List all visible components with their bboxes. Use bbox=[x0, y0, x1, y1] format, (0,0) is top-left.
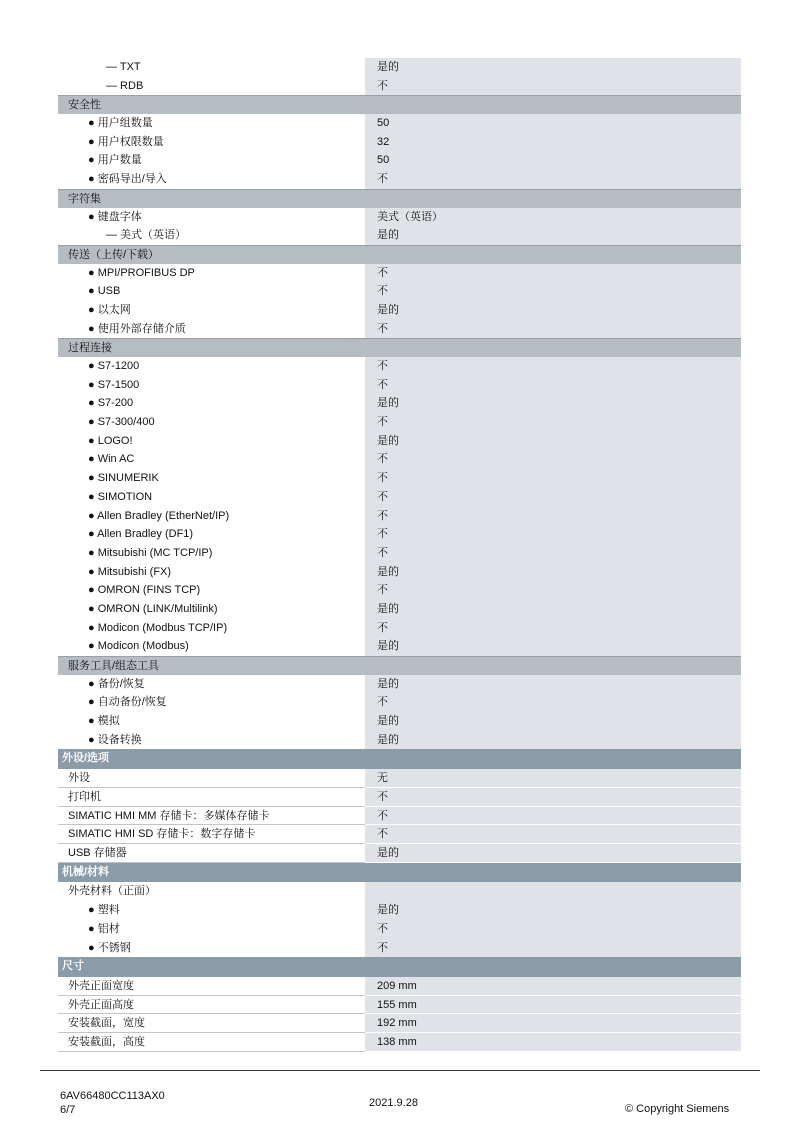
spec-label: ● Win AC bbox=[88, 453, 135, 466]
spec-value: 不 bbox=[365, 469, 741, 488]
spec-row bbox=[58, 413, 741, 432]
spec-value: 是的 bbox=[365, 394, 741, 413]
spec-value: 不 bbox=[365, 807, 741, 826]
copyright: © Copyright Siemens bbox=[625, 1103, 730, 1115]
spec-value: 是的 bbox=[365, 844, 741, 863]
spec-value: 不 bbox=[365, 544, 741, 563]
spec-row bbox=[58, 882, 741, 901]
footer-divider bbox=[40, 1070, 760, 1071]
spec-label: ● 设备转换 bbox=[88, 733, 142, 746]
spec-row bbox=[58, 637, 741, 656]
spec-label: ● OMRON (FINS TCP) bbox=[88, 584, 201, 597]
spec-value: 50 bbox=[365, 114, 741, 133]
spec-value: 不 bbox=[365, 320, 741, 339]
spec-label: — 美式（英语） bbox=[106, 229, 187, 242]
spec-row bbox=[58, 600, 741, 619]
spec-label: 打印机 bbox=[58, 788, 365, 807]
spec-row bbox=[58, 712, 741, 731]
spec-label: SIMATIC HMI SD 存储卡：数字存储卡 bbox=[58, 825, 365, 844]
spec-label: ● 用户数量 bbox=[88, 154, 142, 167]
spec-value: 138 mm bbox=[365, 1033, 741, 1052]
spec-row bbox=[58, 77, 741, 96]
spec-row bbox=[58, 581, 741, 600]
spec-row bbox=[58, 282, 741, 301]
spec-row bbox=[58, 114, 741, 133]
spec-label: ● Modicon (Modbus TCP/IP) bbox=[88, 621, 228, 634]
spec-label: ● 塑料 bbox=[88, 904, 120, 917]
spec-row bbox=[58, 769, 741, 788]
spec-label: ● Mitsubishi (FX) bbox=[88, 565, 172, 578]
spec-label: 外壳材料（正面） bbox=[68, 885, 156, 898]
spec-label: ● 备份/恢复 bbox=[88, 677, 145, 690]
spec-row bbox=[58, 432, 741, 451]
spec-row bbox=[58, 844, 741, 863]
spec-label: 外壳正面高度 bbox=[58, 996, 365, 1015]
spec-value: 是的 bbox=[365, 731, 741, 750]
spec-label: ● 密码导出/导入 bbox=[88, 173, 167, 186]
spec-row bbox=[58, 507, 741, 526]
spec-table bbox=[58, 58, 741, 1052]
spec-label: 外设 bbox=[58, 769, 365, 788]
spec-label: ● 铝材 bbox=[88, 922, 120, 935]
spec-label: ● USB bbox=[88, 285, 121, 298]
spec-label: ● S7-1500 bbox=[88, 378, 140, 391]
spec-label: ● MPI/PROFIBUS DP bbox=[88, 266, 195, 279]
spec-row bbox=[58, 939, 741, 958]
spec-value: 是的 bbox=[365, 675, 741, 694]
spec-value: 是的 bbox=[365, 301, 741, 320]
spec-label: ● S7-1200 bbox=[88, 360, 140, 372]
spec-value: 50 bbox=[365, 151, 741, 170]
spec-label: USB 存储器 bbox=[58, 844, 365, 863]
spec-value: 不 bbox=[365, 357, 741, 376]
spec-value: 不 bbox=[365, 920, 741, 939]
spec-row bbox=[58, 525, 741, 544]
spec-row bbox=[58, 133, 741, 152]
spec-value bbox=[365, 882, 741, 901]
spec-row bbox=[58, 170, 741, 189]
section-header: 字符集 bbox=[58, 189, 741, 208]
spec-row bbox=[58, 450, 741, 469]
spec-label: ● 自动备份/恢复 bbox=[88, 696, 167, 709]
spec-value: 是的 bbox=[365, 712, 741, 731]
spec-row bbox=[58, 394, 741, 413]
section-header: 过程连接 bbox=[58, 338, 741, 357]
spec-row bbox=[58, 226, 741, 245]
spec-value: 是的 bbox=[365, 600, 741, 619]
spec-row bbox=[58, 996, 741, 1015]
spec-value: 是的 bbox=[365, 901, 741, 920]
spec-label: ● S7-200 bbox=[88, 397, 134, 410]
spec-row bbox=[58, 920, 741, 939]
spec-value: 不 bbox=[365, 939, 741, 958]
spec-label: ● SINUMERIK bbox=[88, 472, 159, 485]
spec-label: ● Allen Bradley (DF1) bbox=[88, 528, 194, 541]
spec-row bbox=[58, 901, 741, 920]
spec-label: ● 用户组数量 bbox=[88, 117, 153, 130]
spec-label: — RDB bbox=[106, 79, 144, 92]
spec-label: — TXT bbox=[106, 61, 141, 73]
spec-value: 不 bbox=[365, 825, 741, 844]
spec-row bbox=[58, 1014, 741, 1033]
spec-value: 不 bbox=[365, 788, 741, 807]
spec-value: 不 bbox=[365, 525, 741, 544]
spec-value: 不 bbox=[365, 693, 741, 712]
spec-row bbox=[58, 208, 741, 227]
spec-row bbox=[58, 320, 741, 339]
spec-value: 32 bbox=[365, 133, 741, 152]
spec-value: 不 bbox=[365, 77, 741, 96]
spec-label: 外壳正面宽度 bbox=[58, 977, 365, 996]
spec-value: 不 bbox=[365, 507, 741, 526]
spec-label: SIMATIC HMI MM 存储卡：多媒体存储卡 bbox=[58, 807, 365, 826]
spec-value: 是的 bbox=[365, 58, 741, 77]
spec-label: ● Mitsubishi (MC TCP/IP) bbox=[88, 546, 213, 559]
spec-row bbox=[58, 488, 741, 507]
spec-value: 美式（英语） bbox=[365, 208, 741, 227]
spec-row bbox=[58, 357, 741, 376]
spec-label: ● OMRON (LINK/Multilink) bbox=[88, 602, 218, 615]
spec-value: 是的 bbox=[365, 563, 741, 582]
page-number: 6/7 bbox=[60, 1104, 76, 1116]
order-number: 6AV66480CC113AX0 bbox=[60, 1090, 165, 1102]
spec-label: ● LOGO! bbox=[88, 434, 133, 447]
spec-row bbox=[58, 544, 741, 563]
spec-row bbox=[58, 301, 741, 320]
spec-value: 不 bbox=[365, 376, 741, 395]
section-header: 服务工具/组态工具 bbox=[58, 656, 741, 675]
spec-row bbox=[58, 376, 741, 395]
spec-value: 155 mm bbox=[365, 996, 741, 1015]
spec-label: 安装截面，宽度 bbox=[58, 1014, 365, 1033]
spec-label: ● 键盘字体 bbox=[88, 210, 142, 223]
spec-label: ● 以太网 bbox=[88, 303, 131, 316]
spec-value: 209 mm bbox=[365, 977, 741, 996]
spec-value: 不 bbox=[365, 488, 741, 507]
spec-value: 不 bbox=[365, 450, 741, 469]
spec-label: 安装截面，高度 bbox=[58, 1033, 365, 1052]
spec-label: ● SIMOTION bbox=[88, 490, 153, 503]
spec-row bbox=[58, 977, 741, 996]
spec-value: 不 bbox=[365, 619, 741, 638]
spec-label: ● Modicon (Modbus) bbox=[88, 640, 189, 653]
section-header: 安全性 bbox=[58, 95, 741, 114]
spec-row bbox=[58, 788, 741, 807]
spec-value: 不 bbox=[365, 282, 741, 301]
spec-row bbox=[58, 693, 741, 712]
spec-value: 是的 bbox=[365, 432, 741, 451]
spec-label: ● 用户权限数量 bbox=[88, 135, 164, 148]
spec-value: 是的 bbox=[365, 226, 741, 245]
spec-value: 无 bbox=[365, 769, 741, 788]
spec-row bbox=[58, 151, 741, 170]
spec-value: 不 bbox=[365, 170, 741, 189]
spec-row bbox=[58, 619, 741, 638]
spec-label: ● 模拟 bbox=[88, 715, 120, 728]
spec-label: ● 不锈钢 bbox=[88, 941, 131, 954]
spec-value: 不 bbox=[365, 264, 741, 283]
major-section-title: 尺寸 bbox=[62, 960, 84, 973]
spec-label: ● S7-300/400 bbox=[88, 416, 155, 429]
spec-label: ● 使用外部存储介质 bbox=[88, 322, 186, 335]
spec-row bbox=[58, 563, 741, 582]
spec-row bbox=[58, 1033, 741, 1052]
major-section-header bbox=[58, 957, 741, 977]
spec-value: 是的 bbox=[365, 637, 741, 656]
major-section-title: 外设/选项 bbox=[62, 752, 110, 765]
major-section-header bbox=[58, 749, 741, 769]
spec-row bbox=[58, 807, 741, 826]
spec-row bbox=[58, 264, 741, 283]
spec-value: 不 bbox=[365, 413, 741, 432]
spec-value: 192 mm bbox=[365, 1014, 741, 1033]
spec-row bbox=[58, 825, 741, 844]
spec-row bbox=[58, 731, 741, 750]
document-date: 2021.9.28 bbox=[369, 1097, 418, 1109]
spec-row bbox=[58, 675, 741, 694]
section-header: 传送（上传/下载） bbox=[58, 245, 741, 264]
spec-row bbox=[58, 58, 741, 77]
major-section-title: 机械/材料 bbox=[62, 865, 110, 878]
major-section-header bbox=[58, 863, 741, 883]
spec-label: ● Allen Bradley (EtherNet/IP) bbox=[88, 509, 230, 522]
spec-value: 不 bbox=[365, 581, 741, 600]
spec-row bbox=[58, 469, 741, 488]
